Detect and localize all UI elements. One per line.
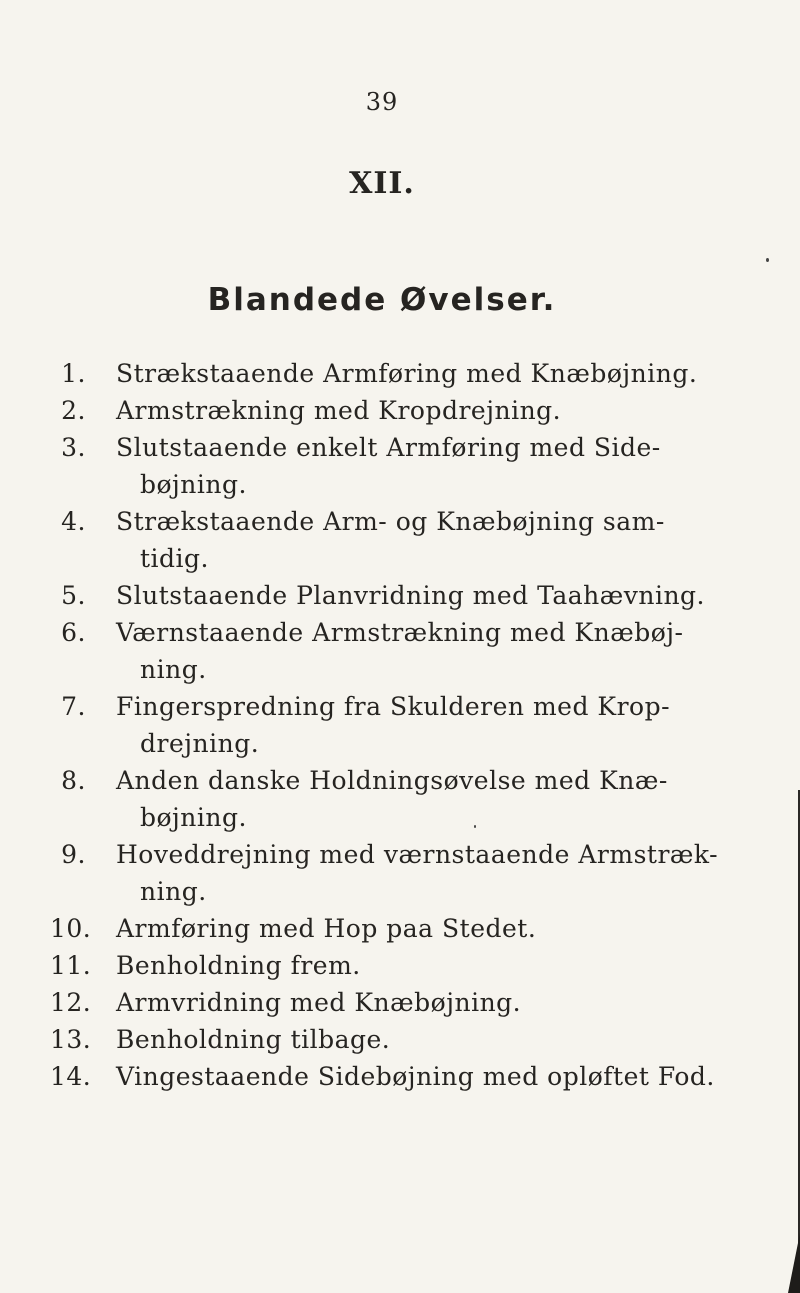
- exercise-text: Vingestaaende Sidebøjning med opløftet Fod.: [116, 1062, 715, 1091]
- exercise-item: [50, 355, 698, 392]
- exercise-item: [50, 429, 690, 503]
- exercise-item: [50, 984, 690, 1021]
- exercise-number: 2.: [61, 396, 86, 425]
- exercise-number: 8.: [61, 766, 86, 795]
- exercise-text: Slutstaaende Planvridning med Taahævning.: [116, 581, 706, 610]
- exercise-text: Strækstaaende Armføring med Knæbøjning.: [116, 359, 698, 388]
- page-number: 39: [365, 88, 399, 116]
- exercise-number: 12.: [50, 988, 92, 1017]
- page-corner-shadow: [788, 1233, 800, 1293]
- exercise-text-continuation: drejning.: [140, 729, 260, 758]
- exercise-item: [50, 577, 706, 614]
- exercise-text-continuation: bøjning.: [140, 803, 247, 832]
- exercise-number: 1.: [61, 359, 86, 388]
- exercise-number: 14.: [50, 1062, 92, 1091]
- exercise-text: Armføring med Hop paa Stedet.: [116, 914, 537, 943]
- exercise-text: Anden danske Holdningsøvelse med Knæ-: [116, 766, 668, 795]
- exercise-text: Armstrækning med Kropdrejning.: [116, 396, 562, 425]
- exercise-item: [50, 762, 690, 836]
- exercise-number: 4.: [61, 507, 86, 536]
- exercise-text: Benholdning tilbage.: [116, 1025, 391, 1054]
- paper-speck: [474, 825, 476, 828]
- exercise-number: 9.: [61, 840, 86, 869]
- exercise-item: [50, 392, 690, 429]
- exercise-list: [50, 355, 719, 1095]
- exercise-item: [50, 1058, 715, 1095]
- exercise-number: 3.: [61, 433, 86, 462]
- exercise-text: Armvridning med Knæbøjning.: [116, 988, 522, 1017]
- exercise-number: 10.: [50, 914, 92, 943]
- exercise-item: [50, 947, 690, 984]
- exercise-text: Hoveddrejning med værnstaaende Armstræk-: [116, 840, 719, 869]
- exercise-text: Benholdning frem.: [116, 951, 361, 980]
- exercise-item: [50, 836, 719, 910]
- exercise-text-continuation: tidig.: [140, 544, 209, 573]
- exercise-text: Værnstaaende Armstrækning med Knæbøj-: [116, 618, 684, 647]
- exercise-number: 7.: [61, 692, 86, 721]
- exercise-item: [50, 503, 690, 577]
- exercise-text-continuation: ning.: [140, 877, 207, 906]
- exercise-text-continuation: bøjning.: [140, 470, 247, 499]
- exercise-text: Fingerspredning fra Skulderen med Krop-: [116, 692, 671, 721]
- exercise-number: 6.: [61, 618, 86, 647]
- exercise-item: [50, 614, 690, 688]
- exercise-text: Strækstaaende Arm- og Knæbøjning sam-: [116, 507, 665, 536]
- exercise-number: 11.: [50, 951, 92, 980]
- exercise-text: Slutstaaende enkelt Armføring med Side-: [116, 433, 661, 462]
- exercise-number: 5.: [61, 581, 86, 610]
- exercise-text-continuation: ning.: [140, 655, 207, 684]
- exercise-item: [50, 1021, 690, 1058]
- exercise-item: [50, 910, 690, 947]
- chapter-number: XII.: [349, 166, 415, 201]
- exercise-number: 13.: [50, 1025, 92, 1054]
- section-heading: Blandede Øvelser.: [207, 282, 557, 318]
- paper-speck: [766, 258, 769, 262]
- exercise-item: [50, 688, 690, 762]
